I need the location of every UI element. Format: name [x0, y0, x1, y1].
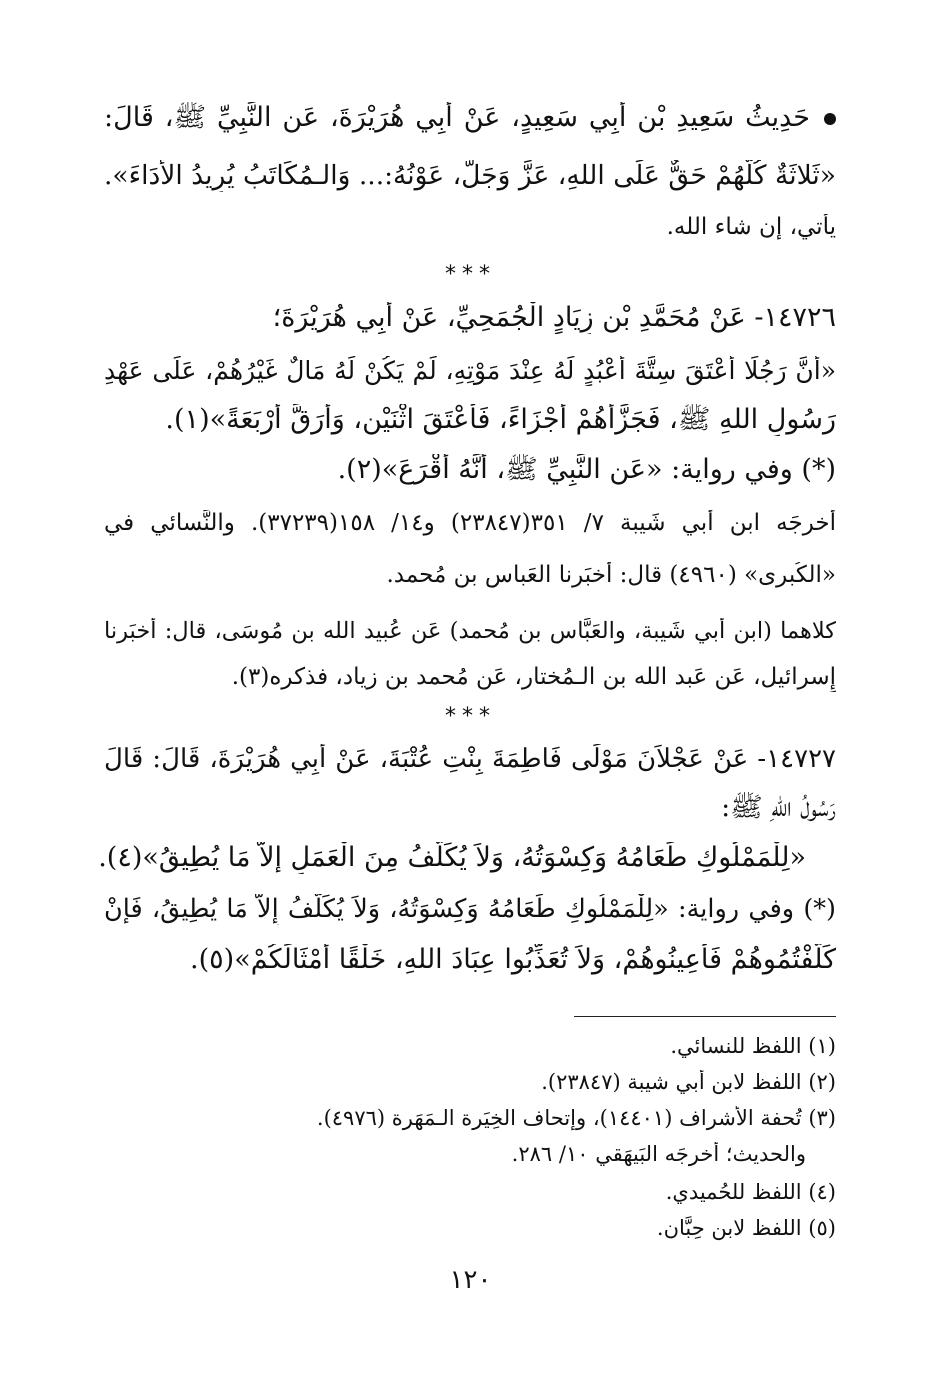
hadith-14726-line-1: ١٤٧٢٦- عَنْ مُحَمَّدِ بْنِ زِيَادٍ الْجُمَحِيِّ، عَنْ أَبِي هُرَيْرَةَ؛ [272, 302, 836, 333]
footnote-divider [574, 1016, 836, 1017]
hadith-14726-source-2: «الكُبرى» (٤٩٦٠) قال: أَخبَرنا العَباس بن مُحمد. [386, 562, 836, 588]
section-separator-2: *** [445, 704, 496, 729]
hadith-14726-narration: (*) وفي رواية: «عَنِ النَّبِيِّ ﷺ، أَنَّهُ أَقْرَعَ»(٢). [337, 454, 836, 485]
hadith-14726-source-3: كلاهما (ابن أَبي شَيبة، والعَبَّاس بن مُحمد) عَن عُبيد الله بن مُوسَى، قال: أَخبَرنا [104, 618, 836, 644]
intro-line-3: يأتي، إن شاء الله. [666, 214, 836, 240]
page-number: ١٢٠ [449, 1265, 492, 1295]
footnote-3: (٣) تُحفة الأَشراف (١٤٤٠١)، وإِتحاف الخِيَرة الـمَهَرة (٤٩٧٦). [316, 1106, 836, 1130]
bullet-icon [824, 113, 836, 125]
footnote-3-continued: والحديث؛ أخرجَه البَيهَقي ١٠/ ٢٨٦. [511, 1142, 806, 1166]
intro-line-1-text: حَدِيثُ سَعِيدِ بْنِ أَبِي سَعِيدٍ، عَنْ أَبِي هُرَيْرَةَ، عَنِ النَّبِيِّ ﷺ، قَالَ: [104, 102, 810, 133]
footnote-2: (٢) اللفظ لابن أَبي شيبة (٢٣٨٤٧). [541, 1070, 836, 1094]
footnote-4: (٤) اللفظ للحُميدي. [665, 1180, 836, 1204]
hadith-14726-source-1: أخرجَه ابن أَبي شَيبة ٧/ ٣٥١(٢٣٨٤٧) و١٤/ ١٥٨(٣٧٢٣٩). والنَّسائي في [104, 510, 836, 536]
footnote-1: (١) اللفظ للنسائي. [670, 1034, 836, 1058]
intro-line-2: «ثَلاثَةٌ كُلُّهُمْ حَقٌّ عَلَى اللهِ، عَزَّ وَجَلَّ، عَوْنُهُ:... وَالـمُكَاتَبُ يُرِيدُ الأَدَاءَ». [104, 160, 836, 191]
hadith-14727-line-4: (*) وفي رواية: «لِلْمَمْلُوكِ طَعَامُهُ وَكِسْوَتُهُ، وَلاَ يُكَلَّفُ إِلاَّ مَا يُطِيقُ، فَإِنْ [104, 894, 836, 924]
hadith-14726-line-3: رَسُولِ اللهِ ﷺ، فَجَزَّأَهُمْ أَجْزَاءً، فَأَعْتَقَ اثْنَيْنِ، وَأَرَقَّ أَرْبَعَةً»(١). [165, 404, 836, 435]
hadith-14727-line-3: «لِلْمَمْلُوكِ طَعَامُهُ وَكِسْوَتُهُ، وَلاَ يُكَلَّفُ مِنَ الْعَمَلِ إِلاَّ مَا يُطِيقُ»(٤). [98, 842, 806, 873]
hadith-14727-line-5: كَلَّفْتُمُوهُمْ فَأَعِينُوهُمْ، وَلاَ تُعَذِّبُوا عِبَادَ اللهِ، خَلْقًا أَمْثَالَكُمْ»(٥). [190, 944, 836, 975]
footnote-5: (٥) اللفظ لابن حِبَّان. [656, 1216, 836, 1240]
intro-line-1 [104, 102, 836, 134]
hadith-14727-line-1: ١٤٧٢٧- عَنْ عَجْلاَنَ مَوْلَى فَاطِمَةَ بِنْتِ عُتْبَةَ، عَنْ أَبِي هُرَيْرَةَ، قَالَ: قَالَ [104, 744, 836, 774]
hadith-14727-line-2: رَسُولُ اللهِ ﷺ: [721, 792, 836, 823]
hadith-14726-source-4: إِسرائيل، عَن عَبد الله بن الـمُختار، عَن مُحمد بن زياد، فذكره(٣). [231, 664, 836, 690]
section-separator-1: *** [445, 262, 496, 287]
hadith-14726-line-2: «أَنَّ رَجُلًا أَعْتَقَ سِتَّةَ أَعْبُدٍ لَهُ عِنْدَ مَوْتِهِ، لَمْ يَكُنْ لَهُ مَالٌ غَيْرُهُمْ، عَلَى عَهْدِ [104, 356, 836, 385]
